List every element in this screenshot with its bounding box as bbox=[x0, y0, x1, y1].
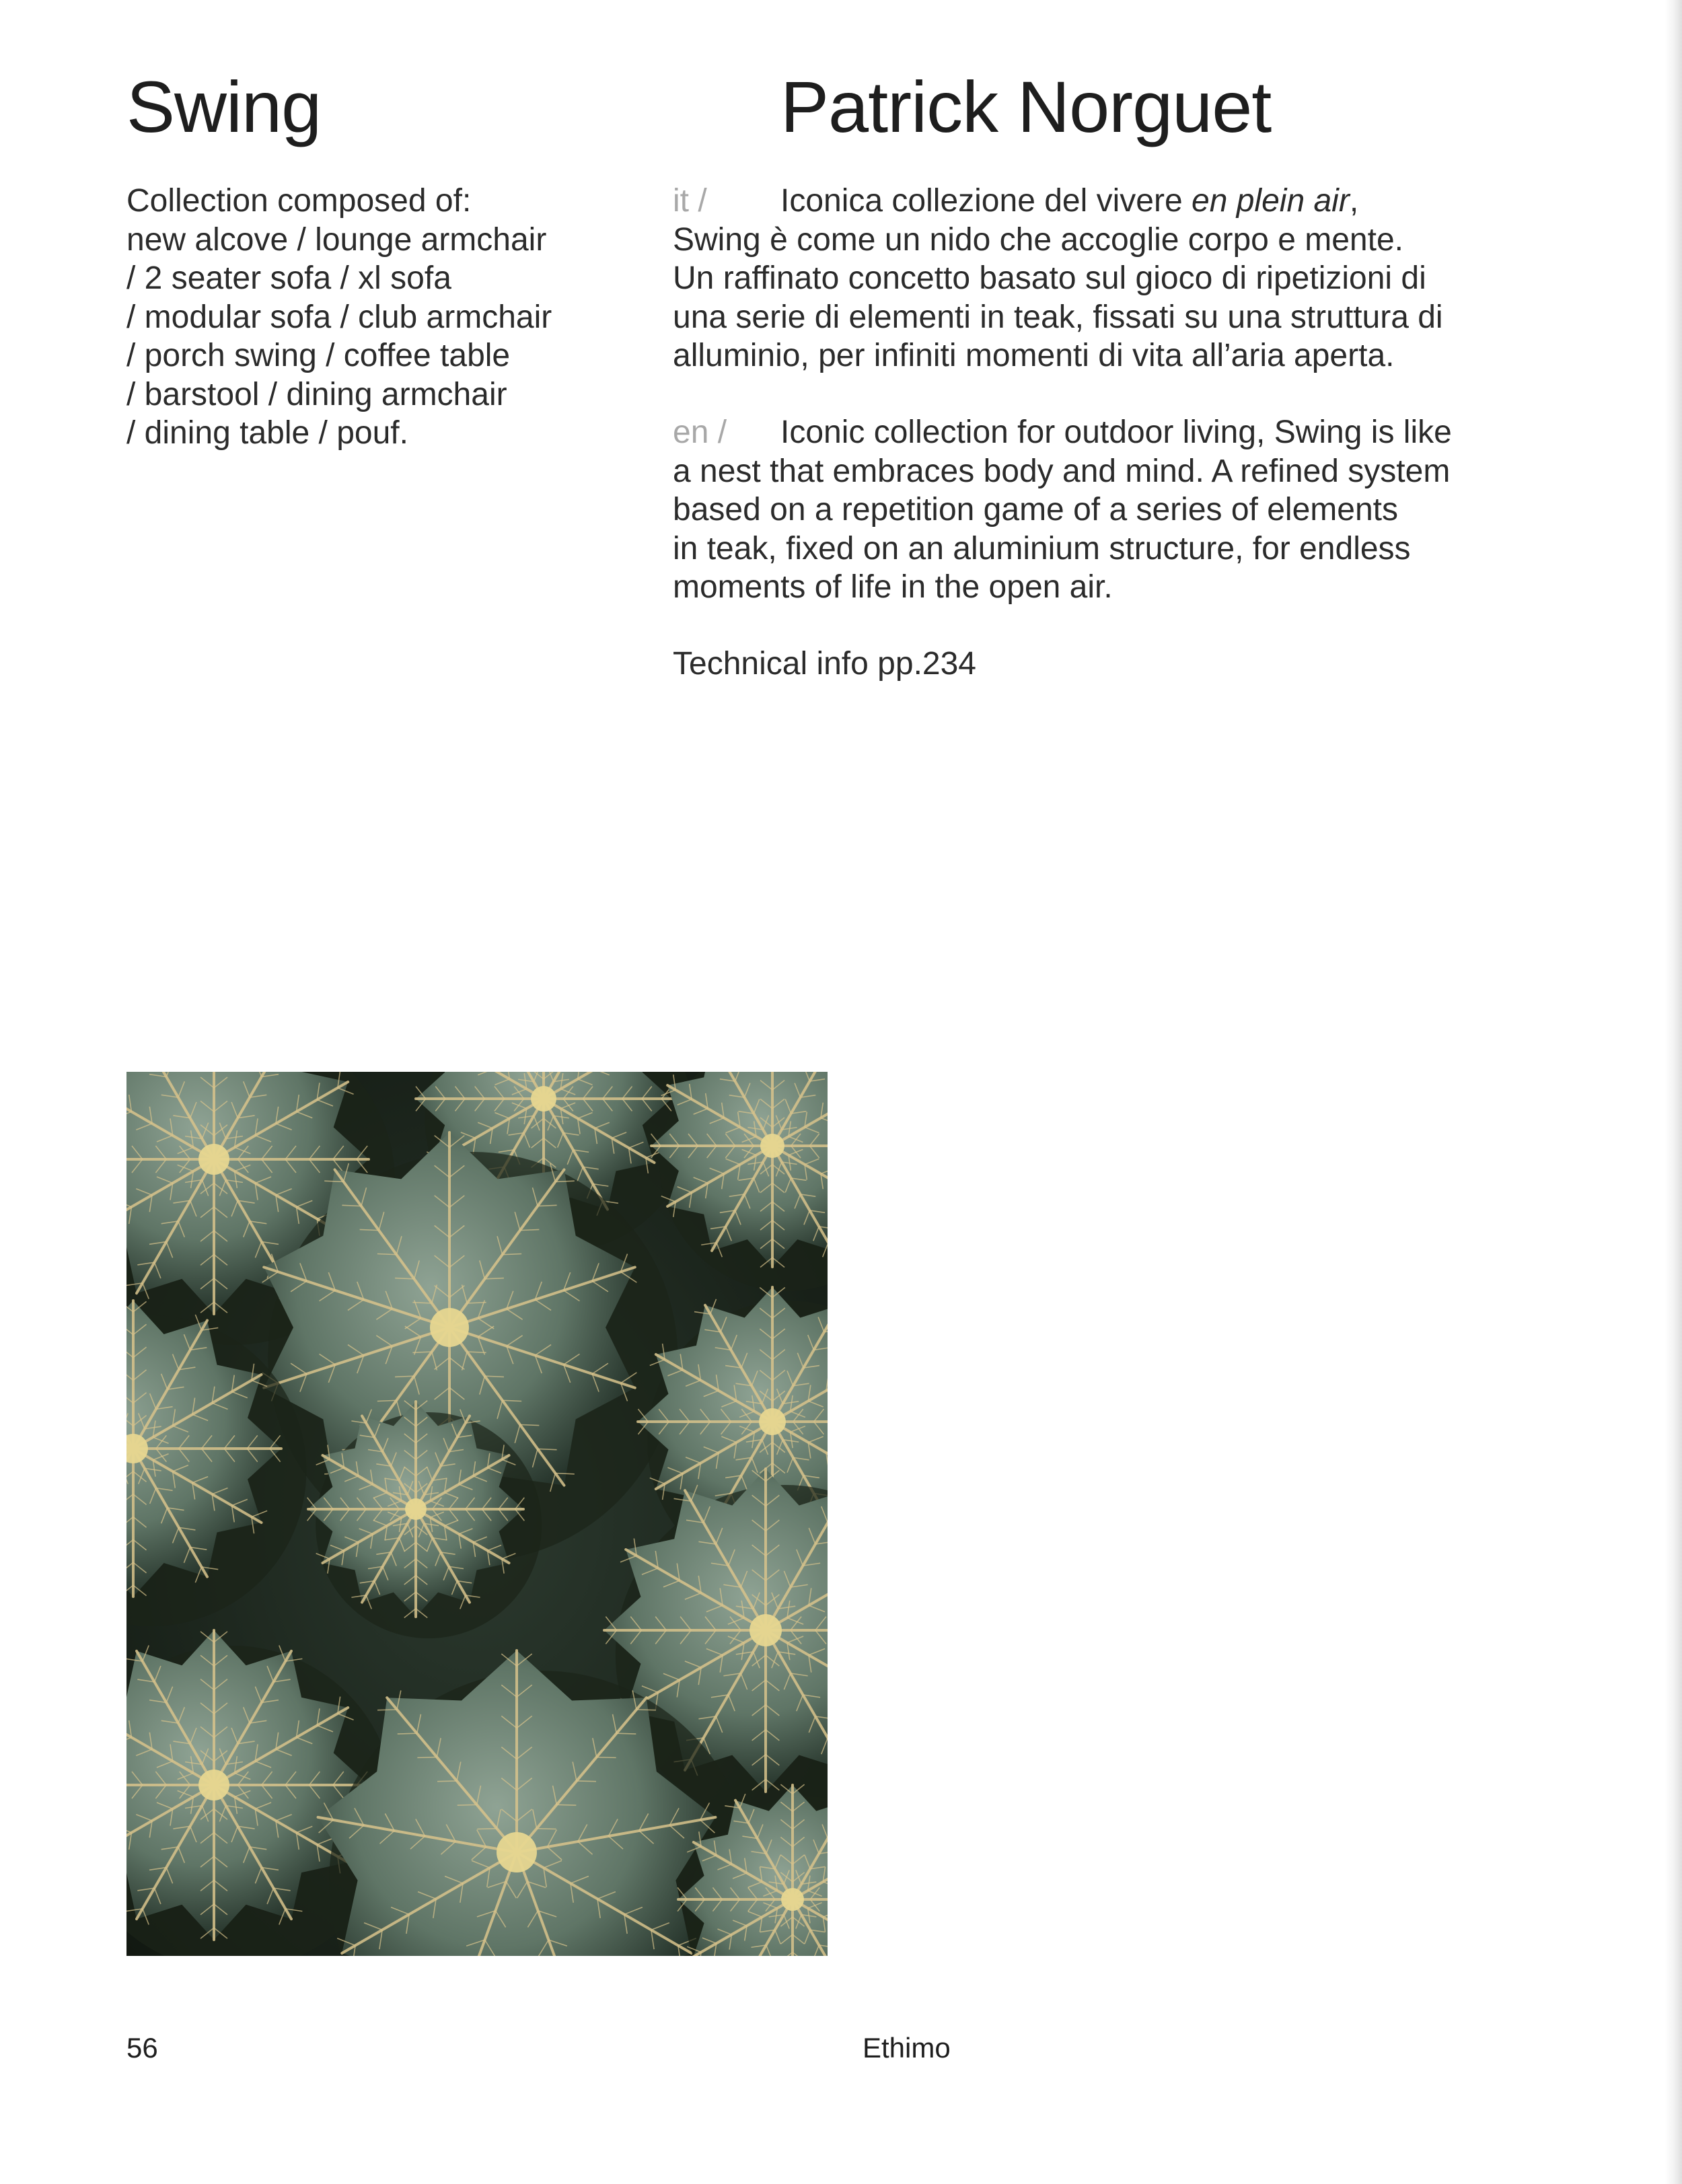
technical-info-reference: Technical info pp.234 bbox=[673, 646, 976, 682]
cactus-illustration bbox=[126, 1072, 828, 1956]
designer-name: Patrick Norguet bbox=[780, 66, 1272, 147]
description-line: Swing è come un nido che accoglie corpo e mente. bbox=[673, 221, 1403, 258]
composition-line: new alcove / lounge armchair bbox=[126, 221, 547, 258]
description-english bbox=[673, 413, 1547, 607]
description-line: a nest that embraces body and mind. A refined system bbox=[673, 453, 1451, 489]
cactus-photo bbox=[126, 1072, 828, 1956]
description-line bbox=[673, 182, 1547, 221]
description-line: in teak, fixed on an aluminium structure, for endless bbox=[673, 530, 1411, 567]
brand-name: Ethimo bbox=[863, 2032, 951, 2064]
description-italian bbox=[673, 182, 1547, 375]
composition-line: / modular sofa / club armchair bbox=[126, 299, 552, 335]
language-label-en: en / bbox=[673, 414, 727, 450]
composition-line: / barstool / dining armchair bbox=[126, 376, 507, 412]
description-line: alluminio, per infiniti momenti di vita all’aria aperta. bbox=[673, 338, 1395, 373]
composition-line: Collection composed of: bbox=[126, 183, 472, 219]
description-line: Un raffinato concetto basato sul gioco di ripetizioni di bbox=[673, 260, 1426, 296]
composition-line: / dining table / pouf. bbox=[126, 415, 408, 451]
description-text: Iconica collezione del vivere bbox=[780, 183, 1192, 219]
description-text: , bbox=[1349, 183, 1359, 219]
description-line: una serie di elementi in teak, fissati su una struttura di bbox=[673, 299, 1443, 335]
description-italic-text: en plein air bbox=[1192, 183, 1350, 219]
composition-line: / porch swing / coffee table bbox=[126, 338, 511, 373]
composition-line: / 2 seater sofa / xl sofa bbox=[126, 260, 451, 296]
page-edge-shadow bbox=[1665, 0, 1682, 2184]
language-label-it: it / bbox=[673, 183, 707, 219]
description-line: moments of life in the open air. bbox=[673, 569, 1113, 605]
description-text: Iconic collection for outdoor living, Swing is like bbox=[780, 414, 1452, 450]
page-number: 56 bbox=[126, 2032, 158, 2064]
description-line bbox=[673, 413, 1547, 452]
description-line: based on a repetition game of a series of elements bbox=[673, 492, 1398, 527]
collection-composition bbox=[126, 182, 638, 453]
collection-title: Swing bbox=[126, 66, 322, 147]
